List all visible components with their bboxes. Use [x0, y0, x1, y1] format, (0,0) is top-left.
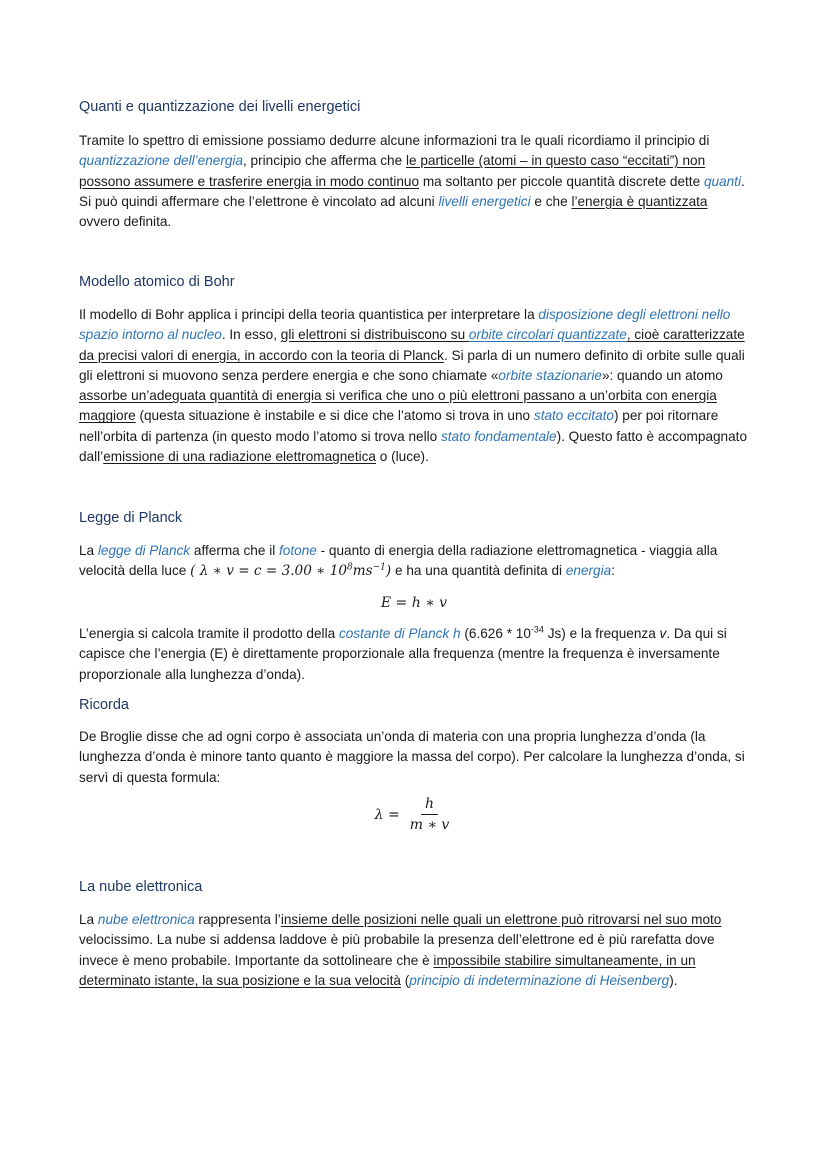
- text-run: Tramite lo spettro di emissione possiamo dedurre alcune informazioni tra le quali ricordiamo il principio di: [79, 133, 710, 148]
- text-run: ).: [669, 972, 678, 988]
- text-run: Il modello di Bohr applica i principi della teoria quantistica per interpretare la: [79, 307, 539, 322]
- term-energia: energia: [565, 563, 612, 579]
- text-run: , principio che afferma che: [243, 153, 406, 169]
- text-run: ). Questo fatto è accompagnato dall’: [79, 428, 748, 465]
- fraction-stack: [406, 796, 454, 833]
- underlined-text: , cioè caratterizzate da precisi valori di energia, in accordo con la teoria di Planck: [79, 327, 745, 363]
- text-run: (6.626 * 10: [460, 626, 531, 641]
- text-run: e che: [530, 193, 572, 209]
- symbol-frequency: v: [659, 626, 667, 641]
- text-run: velocissimo. La nube si addensa laddove è più probabile la presenza dell’elettrone ed è più rarefatta dove invece è meno probabile. Importante da sottolineare che è: [79, 932, 715, 968]
- fraction: [375, 796, 454, 833]
- underlined-text: assorbe un’adeguata quantità di energia si verifica che uno o più elettroni passano a un’orbita con energia maggiore: [79, 388, 717, 424]
- underlined-text: insieme delle posizioni nelle quali un elettrone può ritrovarsi nel suo moto: [280, 912, 722, 927]
- text-run: L’energia si calcola tramite il prodotto della: [79, 626, 339, 641]
- text-run: ma soltanto per piccole quantità discrete dette: [419, 173, 704, 189]
- fraction-denominator: m ∗ v: [409, 817, 450, 833]
- term-quanti: quanti: [703, 173, 741, 189]
- text-run: . Da qui si capisce che l’energia (E) è direttamente proporzionale alla frequenza (mentre la frequenza è inversamente proporzionale alla lunghezza d’onda).: [79, 626, 727, 682]
- fraction-numerator: h: [421, 796, 438, 815]
- heading-bohr: Modello atomico di Bohr: [79, 274, 235, 290]
- math-run: ms: [352, 563, 373, 580]
- term-quantizzazione: quantizzazione dell’energia: [79, 153, 243, 169]
- text-run: rappresenta l’: [194, 912, 281, 927]
- text-run: o (luce).: [375, 449, 429, 465]
- text-run: ) per poi ritornare nell’orbita di partenza (in questo modo l’atomo si trova nello: [79, 408, 719, 444]
- text-run: La: [79, 912, 98, 927]
- heading-ricorda: Ricorda: [79, 697, 129, 713]
- term-heisenberg: principio di indeterminazione di Heisenberg: [409, 972, 670, 988]
- text-run: (: [400, 972, 410, 988]
- term-nube-elettronica: nube elettronica: [97, 912, 195, 927]
- text-run: (questa situazione è instabile e si dice che l’atomo si trova in uno: [135, 408, 534, 424]
- term-stato-fondamentale: stato fondamentale: [440, 428, 557, 444]
- term-stato-eccitato: stato eccitato: [533, 408, 614, 424]
- formula-energy: E = h ∗ v: [380, 595, 448, 611]
- superscript: -34: [530, 624, 544, 635]
- term-orbite-circolari: orbite circolari quantizzate: [468, 327, 627, 343]
- math-run: ( λ ∗ v = c = 3.00 ∗ 10: [190, 563, 348, 580]
- text-run: La: [79, 543, 98, 558]
- term-livelli-energetici: livelli energetici: [438, 193, 531, 209]
- underlined-text: gli elettroni si distribuiscono su: [280, 327, 469, 343]
- formula-lhs: λ =: [374, 806, 400, 823]
- paragraph-bohr: [79, 305, 751, 467]
- paragraph-planck-1: [79, 541, 751, 582]
- paragraph-planck-2: [79, 624, 751, 685]
- term-disposizione-elettroni: disposizione degli elettroni nello spazio intorno al nucleo: [79, 307, 731, 343]
- text-run: Js) e la frequenza: [543, 626, 660, 641]
- formula-de-broglie: [0, 796, 828, 833]
- text-run: . In esso,: [221, 327, 281, 343]
- paragraph-nube: [79, 910, 751, 991]
- superscript: −1: [372, 562, 386, 573]
- text-run: »: quando un atomo: [601, 367, 723, 383]
- underlined-text: le particelle (atomi – in questo caso “eccitati”) non possono assumere e trasferire energia in modo continuo: [79, 153, 706, 189]
- text-run: e ha una quantità definita di: [391, 563, 566, 579]
- heading-quanti: Quanti e quantizzazione dei livelli energetici: [79, 99, 361, 115]
- text-run: . Si parla di un numero definito di orbite sulle quali gli elettroni si muovono senza perdere energia e che sono chiamate «: [79, 347, 745, 383]
- text-run: :: [611, 563, 615, 579]
- underlined-text: l’energia è quantizzata: [571, 193, 708, 209]
- superscript: 8: [347, 562, 353, 573]
- paragraph-de-broglie: De Broglie disse che ad ogni corpo è associata un’onda di materia con una propria lunghezza d’onda (la lunghezza d’onda è minore tanto quanto è maggiore la massa del corpo). Per calcolare la lunghezza d’onda, si servì di questa formula:: [79, 729, 745, 785]
- inline-formula-speed-of-light: [190, 563, 391, 579]
- term-orbite-stazionarie: orbite stazionarie: [498, 367, 602, 383]
- term-legge-planck: legge di Planck: [97, 543, 191, 558]
- underlined-text: emissione di una radiazione elettromagnetica: [103, 449, 376, 465]
- paragraph-quanti: [79, 131, 751, 232]
- term-fotone: fotone: [279, 543, 317, 558]
- underlined-text: impossibile stabilire simultaneamente, in un determinato istante, la sua posizione e la sua velocità: [79, 952, 696, 988]
- text-run: afferma che il: [190, 543, 280, 558]
- heading-nube: La nube elettronica: [79, 879, 203, 895]
- text-run: - quanto di energia della radiazione elettromagnetica - viaggia alla velocità della luce: [79, 543, 718, 579]
- term-costante-planck: costante di Planck h: [338, 626, 461, 641]
- text-run: . Si può quindi affermare che l’elettrone è vincolato ad alcuni: [79, 173, 745, 209]
- heading-planck: Legge di Planck: [79, 510, 183, 526]
- text-run: ovvero definita.: [79, 214, 172, 230]
- math-run: ): [385, 563, 392, 580]
